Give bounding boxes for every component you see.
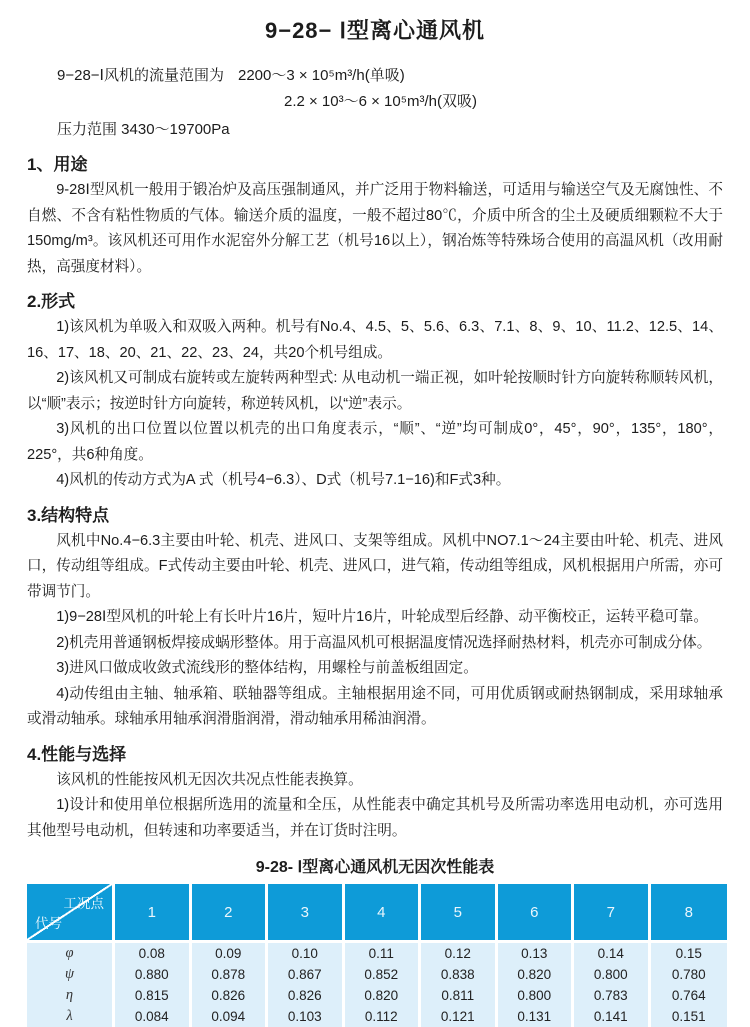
value-cell: 0.151 xyxy=(651,1006,728,1027)
table-row xyxy=(27,943,727,964)
paragraph: 风机中No.4−6.3主要由叶轮、机壳、进风口、支架等组成。风机中NO7.1～24主要由叶轮、机壳、进风口，传动组等组成。F式传动主要由叶轮、机壳、进风口，进气箱，传动组等组成，风机根据用户所需，亦可带调节门。 xyxy=(27,532,723,600)
section-form xyxy=(27,287,723,494)
paragraph: 4)动传组由主轴、轴承箱、联轴器等组成。主轴根据用途不同，可用优质钢或耐热钢制成，采用球轴承或滑动轴承。球轴承用轴承润滑脂润滑，滑动轴承用稀油润滑。 xyxy=(27,685,723,727)
value-cell: 0.131 xyxy=(498,1006,575,1027)
corner-label-symbol: 代号 xyxy=(35,916,62,931)
flow-range-values xyxy=(238,63,477,115)
section-heading: 3.结构特点 xyxy=(27,505,110,525)
value-cell: 0.121 xyxy=(421,1006,498,1027)
paragraph: 1)该风机为单吸入和双吸入两种。机号有No.4、4.5、5、5.6、6.3、7.1、8、9、10、11.2、12.5、14、16、17、18、20、21、22、23、24，共20个机号组成。 xyxy=(27,319,723,361)
col-header: 1 xyxy=(115,884,192,943)
col-header: 3 xyxy=(268,884,345,943)
row-label-phi: φ xyxy=(27,943,115,964)
value-cell: 0.09 xyxy=(192,943,269,964)
value-cell: 0.820 xyxy=(345,985,422,1006)
flow-range-label: 9−28−Ⅰ风机的流量范围为 xyxy=(57,67,224,84)
table-header-row xyxy=(27,884,727,943)
corner-cell xyxy=(27,884,115,943)
value-cell: 0.10 xyxy=(268,943,345,964)
pressure-range: 压力范围 3430～19700Pa xyxy=(57,121,230,138)
performance-table xyxy=(27,884,727,1027)
value-cell: 0.764 xyxy=(651,985,728,1006)
value-cell: 0.820 xyxy=(498,964,575,985)
section-performance xyxy=(27,740,723,845)
value-cell: 0.867 xyxy=(268,964,345,985)
value-cell: 0.852 xyxy=(345,964,422,985)
col-header: 6 xyxy=(498,884,575,943)
value-cell: 0.838 xyxy=(421,964,498,985)
paragraph: 1)9−28Ⅰ型风机的叶轮上有长叶片16片，短叶片16片，叶轮成型后经静、动平衡校正，运转平稳可靠。 xyxy=(56,609,708,625)
flow-range-row xyxy=(57,63,723,115)
flow-range-single: 2200～3 × 10⁵m³/h(单吸) xyxy=(237,67,405,84)
col-header: 8 xyxy=(651,884,728,943)
paragraph: 该风机的性能按风机无因次共况点性能表换算。 xyxy=(56,771,363,788)
value-cell: 0.783 xyxy=(574,985,651,1006)
col-header: 5 xyxy=(421,884,498,943)
paragraph: 2)机壳用普通钢板焊接成蜗形整体。用于高温风机可根据温度情况选择耐热材料，机壳亦可制成分体。 xyxy=(56,634,712,651)
value-cell: 0.826 xyxy=(192,985,269,1006)
paragraph: 1)设计和使用单位根据所选用的流量和全压，从性能表中确定其机号及所需功率选用电动机，亦可选用其他型号电动机，但转速和功率要适当，并在订货时注明。 xyxy=(27,797,723,839)
section-structure xyxy=(27,501,723,733)
value-cell: 0.800 xyxy=(574,964,651,985)
value-cell: 0.811 xyxy=(421,985,498,1006)
value-cell: 0.11 xyxy=(345,943,422,964)
value-cell: 0.14 xyxy=(574,943,651,964)
col-header: 2 xyxy=(192,884,269,943)
intro-block xyxy=(27,63,723,143)
value-cell: 0.780 xyxy=(651,964,728,985)
col-header: 4 xyxy=(345,884,422,943)
section-heading: 2.形式 xyxy=(27,292,76,311)
value-cell: 0.094 xyxy=(192,1006,269,1027)
row-label-psi: ψ xyxy=(27,964,115,985)
paragraph: 3)风机的出口位置以位置以机壳的出口角度表示，“顺”、“逆”均可制成0°，45°，90°，135°，180°，225°，共6种角度。 xyxy=(27,421,723,463)
value-cell: 0.112 xyxy=(345,1006,422,1027)
table-row xyxy=(27,1006,727,1027)
value-cell: 0.826 xyxy=(268,985,345,1006)
section-heading: 4.性能与选择 xyxy=(27,744,127,764)
corner-label-operating-point: 工况点 xyxy=(63,896,104,911)
value-cell: 0.08 xyxy=(115,943,192,964)
value-cell: 0.878 xyxy=(192,964,269,985)
col-header: 7 xyxy=(574,884,651,943)
flow-range-double: 2.2 × 10³～6 × 10⁵m³/h(双吸) xyxy=(283,93,477,110)
value-cell: 0.800 xyxy=(498,985,575,1006)
section-usage xyxy=(27,150,723,280)
value-cell: 0.12 xyxy=(421,943,498,964)
paragraph: 2)该风机又可制成右旋转或左旋转两种型式: 从电动机一端正视，如叶轮按顺时针方向旋转称顺转风机，以“顺”表示；按逆时针方向旋转，称逆转风机，以“逆”表示。 xyxy=(27,370,723,412)
table-row xyxy=(27,985,727,1006)
table-row xyxy=(27,964,727,985)
paragraph: 9-28Ⅰ型风机一般用于锻冶炉及高压强制通风，并广泛用于物料输送，可适用与输送空气及无腐蚀性、不自燃、不含有粘性物质的气体。输送介质的温度，一般不超过80℃，介质中所含的尘土及硬质细颗粒不大于150mg/m³。该风机还可用作水泥窑外分解工艺（机号16以上），钢冶炼等特殊场合使用的高温风机（改用耐热，高强度材料）。 xyxy=(27,182,723,275)
paragraph: 4)风机的传动方式为A 式（机号4−6.3）、D式（机号7.1−16)和F式3种。 xyxy=(56,472,511,488)
value-cell: 0.084 xyxy=(115,1006,192,1027)
value-cell: 0.103 xyxy=(268,1006,345,1027)
value-cell: 0.815 xyxy=(115,985,192,1006)
value-cell: 0.880 xyxy=(115,964,192,985)
performance-table-title: 9-28- Ⅰ型离心通风机无因次性能表 xyxy=(255,859,495,876)
value-cell: 0.13 xyxy=(498,943,575,964)
value-cell: 0.141 xyxy=(574,1006,651,1027)
value-cell: 0.15 xyxy=(651,943,728,964)
section-heading: 1、用途 xyxy=(27,155,88,174)
row-label-lambda: λ xyxy=(27,1006,115,1027)
document-title: 9−28− Ⅰ型离心通风机 xyxy=(264,18,485,43)
row-label-eta: η xyxy=(27,985,115,1006)
paragraph: 3)进风口做成收敛式流线形的整体结构，用螺栓与前盖板组固定。 xyxy=(56,660,478,676)
